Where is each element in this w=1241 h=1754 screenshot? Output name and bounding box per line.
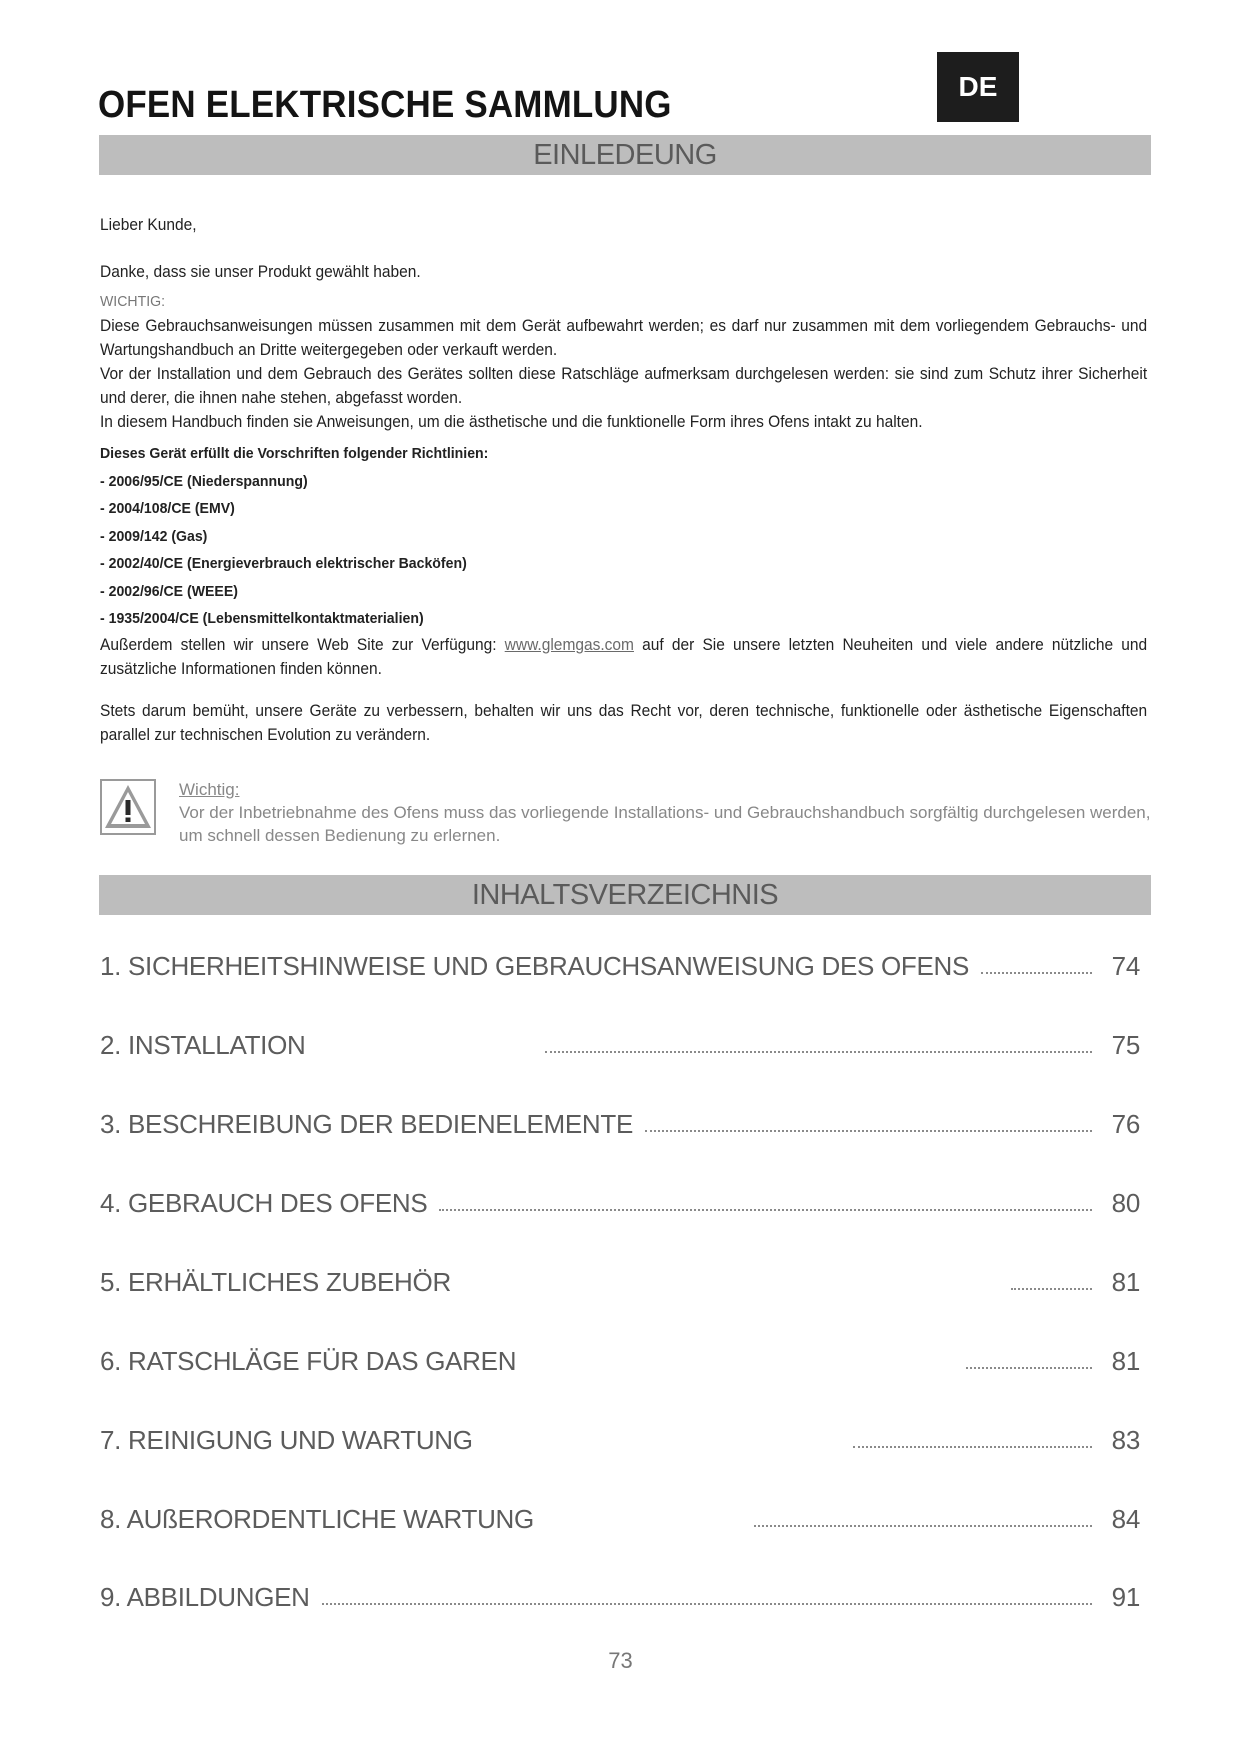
toc-entry-page: 81: [1111, 1346, 1140, 1376]
toc-leader-dots: [322, 1603, 1092, 1605]
website-paragraph: [100, 633, 1147, 681]
website-link[interactable]: www.glemgas.com: [504, 635, 634, 654]
toc-leader-dots: [1011, 1288, 1092, 1290]
toc-leader-dots: [853, 1446, 1092, 1448]
toc-leader-dots: [645, 1130, 1092, 1132]
toc-entry-page: 91: [1111, 1582, 1140, 1612]
toc-entry-label: 8. AUßERORDENTLICHE WARTUNG: [100, 1504, 534, 1534]
toc-entry-7[interactable]: [100, 1416, 1140, 1456]
greeting: Lieber Kunde,: [100, 216, 197, 234]
toc-entry-label: 5. ERHÄLTLICHES ZUBEHÖR: [100, 1267, 451, 1297]
intro-body: [100, 213, 1147, 747]
toc-entry-page: 75: [1111, 1030, 1140, 1060]
intro-paragraph-2: Vor der Installation und dem Gebrauch des Gerätes sollten diese Ratschläge aufmerksam durchgelesen werden: sie sind zum Schutz ihrer Sicherheit und derer, die ihnen nahe stehen, abgefasst worden.: [100, 365, 1148, 407]
toc-entry-page: 80: [1111, 1188, 1140, 1218]
toc-entry-page: 81: [1111, 1267, 1140, 1297]
toc-entry-label: 1. SICHERHEITSHINWEISE UND GEBRAUCHSANWEISUNG DES OFENS: [100, 951, 970, 981]
intro-paragraph-3: In diesem Handbuch finden sie Anweisungen, um die ästhetische und die funktionelle Form ihres Ofens intakt zu halten.: [100, 413, 923, 431]
toc-entry-4[interactable]: [100, 1179, 1140, 1219]
important-label: WICHTIG:: [100, 293, 166, 310]
warning-text: Vor der Inbetriebnahme des Ofens muss das vorliegende Installations- und Gebrauchshandbuch sorgfältig durchgelesen werden, um schnell dessen Bedienung zu erlernen.: [179, 803, 1151, 845]
toc-entry-page: 83: [1111, 1425, 1140, 1455]
toc-entry-8[interactable]: [100, 1495, 1140, 1535]
intro-section-title: EINLEDEUNG: [533, 138, 717, 171]
toc-leader-dots: [439, 1209, 1092, 1211]
toc-entry-page: 84: [1111, 1504, 1140, 1534]
toc-leader-dots: [754, 1525, 1092, 1527]
toc-entry-3[interactable]: [100, 1100, 1140, 1140]
toc-leader-dots: [966, 1367, 1092, 1369]
toc-leader-dots: [981, 972, 1092, 974]
directive-item: - 2004/108/CE (EMV): [100, 500, 235, 517]
toc-entry-label: 7. REINIGUNG UND WARTUNG: [100, 1425, 473, 1455]
toc-entry-page: 74: [1111, 951, 1140, 981]
directive-item: - 1935/2004/CE (Lebensmittelkontaktmaterialien): [100, 610, 424, 627]
directive-item: - 2002/96/CE (WEEE): [100, 582, 238, 600]
toc-entry-label: 2. INSTALLATION: [100, 1030, 306, 1060]
toc-entry-5[interactable]: [100, 1258, 1140, 1298]
toc-entry-1[interactable]: [100, 942, 1140, 982]
directive-item: - 2002/40/CE (Energieverbrauch elektrischer Backöfen): [100, 555, 467, 572]
directive-item: - 2006/95/CE (Niederspannung): [100, 472, 308, 490]
toc-entry-label: 4. GEBRAUCH DES OFENS: [100, 1188, 428, 1218]
toc-entry-page: 76: [1111, 1109, 1140, 1139]
toc-entry-9[interactable]: [100, 1573, 1140, 1613]
warning-heading: Wichtig:: [179, 780, 240, 799]
directive-item: - 2009/142 (Gas): [100, 527, 208, 545]
website-text-before: Außerdem stellen wir unsere Web Site zur Verfügung:: [100, 635, 505, 654]
warning-icon: [100, 779, 156, 835]
toc-entry-label: 3. BESCHREIBUNG DER BEDIENELEMENTE: [100, 1109, 634, 1139]
toc-section-bar: [99, 875, 1151, 915]
toc-entry-6[interactable]: [100, 1337, 1140, 1377]
toc-entry-2[interactable]: [100, 1021, 1140, 1061]
toc-entry-label: 9. ABBILDUNGEN: [100, 1582, 310, 1612]
toc-entry-label: 6. RATSCHLÄGE FÜR DAS GAREN: [100, 1346, 517, 1376]
page-number: 73: [608, 1648, 633, 1673]
language-badge: DE: [937, 52, 1019, 122]
page-title: OFEN ELEKTRISCHE SAMMLUNG: [98, 84, 672, 126]
toc-section-title: INHALTSVERZEICHNIS: [471, 878, 779, 911]
toc-leader-dots: [545, 1051, 1092, 1053]
website-text-after: auf der Sie unsere letzten Neuheiten und viele andere nützliche und zusätzliche Informationen finden können.: [100, 635, 1148, 678]
intro-paragraph-1: Diese Gebrauchsanweisungen müssen zusammen mit dem Gerät aufbewahrt werden; es darf nur zusammen mit dem vorliegendem Gebrauchs- und Wartungshandbuch an Dritte weitergegeben oder verkauft werden.: [100, 317, 1148, 359]
intro-section-bar: [99, 135, 1151, 175]
warning-note: [179, 778, 1169, 847]
directives-intro: Dieses Gerät erfüllt die Vorschriften folgender Richtlinien:: [100, 445, 489, 462]
improvement-paragraph: Stets darum bemüht, unsere Geräte zu verbessern, behalten wir uns das Recht vor, deren technische, funktionelle oder ästhetische Eigenschaften parallel zur technischen Evolution zu verändern.: [100, 701, 1148, 744]
thanks-line: Danke, dass sie unser Produkt gewählt haben.: [100, 263, 421, 281]
